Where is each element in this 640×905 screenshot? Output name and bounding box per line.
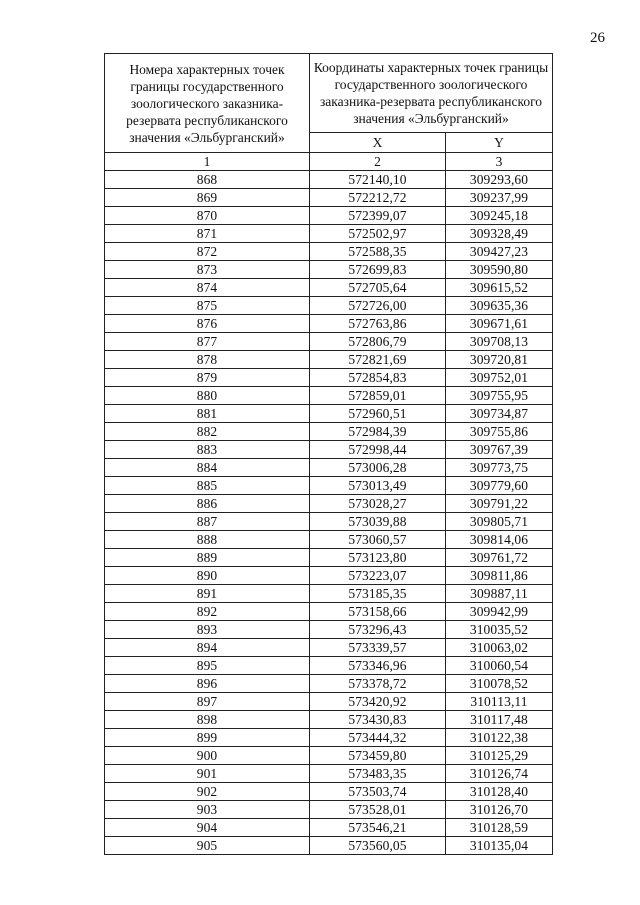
y-coordinate-cell: 309761,72	[446, 549, 553, 567]
header-y: Y	[446, 132, 553, 152]
x-coordinate-cell: 572859,01	[310, 387, 446, 405]
y-coordinate-cell: 309427,23	[446, 243, 553, 261]
x-coordinate-cell: 573459,80	[310, 747, 446, 765]
point-number-cell: 898	[105, 711, 310, 729]
x-coordinate-cell: 572960,51	[310, 405, 446, 423]
point-number-cell: 878	[105, 351, 310, 369]
y-coordinate-cell: 310063,02	[446, 639, 553, 657]
column-index-3: 3	[446, 153, 553, 171]
table-row	[105, 675, 553, 693]
point-number-cell: 902	[105, 783, 310, 801]
table-body	[105, 171, 553, 855]
x-coordinate-cell: 572998,44	[310, 441, 446, 459]
x-coordinate-cell: 573339,57	[310, 639, 446, 657]
table-row	[105, 315, 553, 333]
y-coordinate-cell: 310128,59	[446, 819, 553, 837]
table-row	[105, 513, 553, 531]
point-number-cell: 899	[105, 729, 310, 747]
x-coordinate-cell: 573006,28	[310, 459, 446, 477]
table-row	[105, 765, 553, 783]
x-coordinate-cell: 572212,72	[310, 189, 446, 207]
table-row	[105, 369, 553, 387]
y-coordinate-cell: 309590,80	[446, 261, 553, 279]
x-coordinate-cell: 572399,07	[310, 207, 446, 225]
header-point-numbers: Номера характерных точек границы государственного зоологического заказника-резервата республиканского значения «Эльбурганский»	[105, 54, 310, 153]
table-row	[105, 711, 553, 729]
x-coordinate-cell: 573039,88	[310, 513, 446, 531]
y-coordinate-cell: 309767,39	[446, 441, 553, 459]
y-coordinate-cell: 310135,04	[446, 837, 553, 855]
x-coordinate-cell: 573158,66	[310, 603, 446, 621]
x-coordinate-cell: 572140,10	[310, 171, 446, 189]
y-coordinate-cell: 310060,54	[446, 657, 553, 675]
x-coordinate-cell: 573560,05	[310, 837, 446, 855]
x-coordinate-cell: 573346,96	[310, 657, 446, 675]
table-row	[105, 819, 553, 837]
table-row	[105, 495, 553, 513]
point-number-cell: 881	[105, 405, 310, 423]
y-coordinate-cell: 310113,11	[446, 693, 553, 711]
point-number-cell: 900	[105, 747, 310, 765]
table-row	[105, 459, 553, 477]
table-row	[105, 531, 553, 549]
y-coordinate-cell: 310078,52	[446, 675, 553, 693]
table-row	[105, 261, 553, 279]
y-coordinate-cell: 309887,11	[446, 585, 553, 603]
point-number-cell: 890	[105, 567, 310, 585]
table-row	[105, 279, 553, 297]
y-coordinate-cell: 309805,71	[446, 513, 553, 531]
table-row	[105, 639, 553, 657]
y-coordinate-cell: 309779,60	[446, 477, 553, 495]
point-number-cell: 872	[105, 243, 310, 261]
table-row	[105, 747, 553, 765]
y-coordinate-cell: 309328,49	[446, 225, 553, 243]
point-number-cell: 896	[105, 675, 310, 693]
point-number-cell: 886	[105, 495, 310, 513]
point-number-cell: 897	[105, 693, 310, 711]
table-row	[105, 585, 553, 603]
y-coordinate-cell: 309720,81	[446, 351, 553, 369]
point-number-cell: 893	[105, 621, 310, 639]
x-coordinate-cell: 573223,07	[310, 567, 446, 585]
y-coordinate-cell: 309814,06	[446, 531, 553, 549]
y-coordinate-cell: 310126,74	[446, 765, 553, 783]
x-coordinate-cell: 572821,69	[310, 351, 446, 369]
y-coordinate-cell: 309708,13	[446, 333, 553, 351]
x-coordinate-cell: 573185,35	[310, 585, 446, 603]
y-coordinate-cell: 310117,48	[446, 711, 553, 729]
x-coordinate-cell: 572588,35	[310, 243, 446, 261]
point-number-cell: 868	[105, 171, 310, 189]
table-row	[105, 477, 553, 495]
x-coordinate-cell: 573546,21	[310, 819, 446, 837]
header-x: X	[310, 132, 446, 152]
x-coordinate-cell: 573028,27	[310, 495, 446, 513]
column-index-1: 1	[105, 153, 310, 171]
x-coordinate-cell: 573420,92	[310, 693, 446, 711]
point-number-cell: 875	[105, 297, 310, 315]
y-coordinate-cell: 310035,52	[446, 621, 553, 639]
x-coordinate-cell: 572699,83	[310, 261, 446, 279]
point-number-cell: 904	[105, 819, 310, 837]
y-coordinate-cell: 310128,40	[446, 783, 553, 801]
point-number-cell: 871	[105, 225, 310, 243]
point-number-cell: 885	[105, 477, 310, 495]
page-number: 26	[590, 30, 605, 46]
point-number-cell: 889	[105, 549, 310, 567]
point-number-cell: 870	[105, 207, 310, 225]
point-number-cell: 905	[105, 837, 310, 855]
point-number-cell: 901	[105, 765, 310, 783]
table-row	[105, 657, 553, 675]
x-coordinate-cell: 573378,72	[310, 675, 446, 693]
x-coordinate-cell: 572726,00	[310, 297, 446, 315]
table-row	[105, 549, 553, 567]
x-coordinate-cell: 572705,64	[310, 279, 446, 297]
x-coordinate-cell: 573528,01	[310, 801, 446, 819]
table-row	[105, 441, 553, 459]
point-number-cell: 874	[105, 279, 310, 297]
table-row	[105, 783, 553, 801]
coordinates-table	[104, 53, 553, 855]
y-coordinate-cell: 309752,01	[446, 369, 553, 387]
point-number-cell: 882	[105, 423, 310, 441]
y-coordinate-cell: 310125,29	[446, 747, 553, 765]
point-number-cell: 895	[105, 657, 310, 675]
x-coordinate-cell: 572854,83	[310, 369, 446, 387]
y-coordinate-cell: 309237,99	[446, 189, 553, 207]
x-coordinate-cell: 573013,49	[310, 477, 446, 495]
table-row	[105, 693, 553, 711]
x-coordinate-cell: 573060,57	[310, 531, 446, 549]
table-row	[105, 621, 553, 639]
table-row	[105, 801, 553, 819]
point-number-cell: 894	[105, 639, 310, 657]
x-coordinate-cell: 573296,43	[310, 621, 446, 639]
table-row	[105, 243, 553, 261]
header-coordinates: Координаты характерных точек границы государственного зоологического заказника-резервата республиканского значения «Эльбурганский»	[310, 54, 553, 133]
y-coordinate-cell: 309755,95	[446, 387, 553, 405]
point-number-cell: 888	[105, 531, 310, 549]
point-number-cell: 880	[105, 387, 310, 405]
x-coordinate-cell: 573123,80	[310, 549, 446, 567]
point-number-cell: 879	[105, 369, 310, 387]
point-number-cell: 877	[105, 333, 310, 351]
y-coordinate-cell: 309615,52	[446, 279, 553, 297]
table-row	[105, 387, 553, 405]
table-row	[105, 837, 553, 855]
point-number-cell: 869	[105, 189, 310, 207]
point-number-cell: 873	[105, 261, 310, 279]
table-row	[105, 333, 553, 351]
x-coordinate-cell: 573444,32	[310, 729, 446, 747]
y-coordinate-cell: 310126,70	[446, 801, 553, 819]
y-coordinate-cell: 309671,61	[446, 315, 553, 333]
table-row	[105, 189, 553, 207]
table-row	[105, 729, 553, 747]
table-row	[105, 171, 553, 189]
table-row	[105, 207, 553, 225]
x-coordinate-cell: 572984,39	[310, 423, 446, 441]
y-coordinate-cell: 309293,60	[446, 171, 553, 189]
point-number-cell: 884	[105, 459, 310, 477]
point-number-cell: 903	[105, 801, 310, 819]
table-row	[105, 423, 553, 441]
x-coordinate-cell: 572763,86	[310, 315, 446, 333]
x-coordinate-cell: 573503,74	[310, 783, 446, 801]
x-coordinate-cell: 573483,35	[310, 765, 446, 783]
table-row	[105, 567, 553, 585]
point-number-cell: 887	[105, 513, 310, 531]
x-coordinate-cell: 573430,83	[310, 711, 446, 729]
y-coordinate-cell: 310122,38	[446, 729, 553, 747]
y-coordinate-cell: 309791,22	[446, 495, 553, 513]
table-row	[105, 297, 553, 315]
y-coordinate-cell: 309755,86	[446, 423, 553, 441]
y-coordinate-cell: 309245,18	[446, 207, 553, 225]
point-number-cell: 876	[105, 315, 310, 333]
y-coordinate-cell: 309942,99	[446, 603, 553, 621]
table-row	[105, 351, 553, 369]
point-number-cell: 892	[105, 603, 310, 621]
column-index-2: 2	[310, 153, 446, 171]
x-coordinate-cell: 572502,97	[310, 225, 446, 243]
table-row	[105, 603, 553, 621]
y-coordinate-cell: 309734,87	[446, 405, 553, 423]
y-coordinate-cell: 309635,36	[446, 297, 553, 315]
y-coordinate-cell: 309773,75	[446, 459, 553, 477]
y-coordinate-cell: 309811,86	[446, 567, 553, 585]
x-coordinate-cell: 572806,79	[310, 333, 446, 351]
point-number-cell: 883	[105, 441, 310, 459]
table-row	[105, 405, 553, 423]
table-row	[105, 225, 553, 243]
point-number-cell: 891	[105, 585, 310, 603]
